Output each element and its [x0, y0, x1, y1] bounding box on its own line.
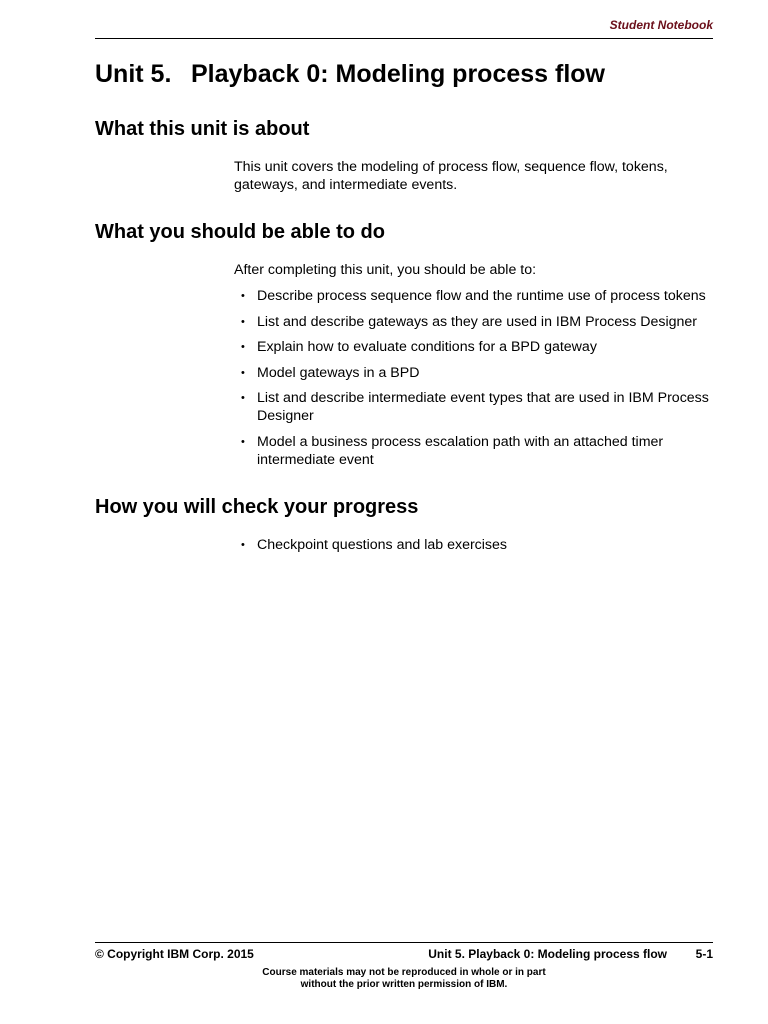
- footer-notice-line: without the prior written permission of IBM.: [300, 979, 508, 990]
- list-item: [234, 364, 714, 382]
- unit-number: Unit 5.: [95, 60, 172, 88]
- about-line: This unit covers the modeling of process flow, sequence flow, tokens,: [234, 159, 668, 175]
- objectives-intro: After completing this unit, you should be able to:: [234, 262, 537, 278]
- list-item-text: Model a business process escalation path with an attached timer: [257, 433, 664, 450]
- list-item-text: List and describe intermediate event types that are used in IBM Process: [257, 390, 709, 406]
- footer-rule: [95, 942, 713, 943]
- unit-name: Playback 0: Modeling process flow: [191, 60, 606, 88]
- bullet-icon: •: [241, 435, 245, 448]
- section-heading-objectives: What you should be able to do: [95, 221, 385, 243]
- bullet-icon: •: [241, 539, 245, 551]
- progress-list: [234, 536, 714, 562]
- list-item-text: Designer: [257, 408, 314, 424]
- footer-notice-line: Course materials may not be reproduced in whole or in part: [262, 967, 546, 978]
- header-rule: [95, 38, 713, 39]
- bullet-icon: •: [241, 366, 245, 379]
- unit-title: [95, 60, 605, 89]
- list-item-text: Checkpoint questions and lab exercises: [257, 537, 508, 553]
- list-item: [234, 389, 714, 425]
- list-item: [234, 287, 714, 305]
- list-item-text: Explain how to evaluate conditions for a BPD gateway: [257, 339, 597, 355]
- list-item: [234, 313, 714, 331]
- list-item-text: Model gateways in a BPD: [257, 364, 420, 381]
- bullet-icon: •: [241, 392, 245, 404]
- about-paragraph: [234, 158, 714, 194]
- header-label: Student Notebook: [609, 18, 713, 32]
- list-item: [234, 536, 714, 554]
- about-line: gateways, and intermediate events.: [234, 177, 458, 193]
- bullet-icon: •: [241, 290, 245, 302]
- list-item: [234, 433, 714, 469]
- list-item-text: intermediate event: [257, 451, 374, 468]
- list-item-text: List and describe gateways as they are used in IBM Process Designer: [257, 313, 698, 330]
- section-heading-about: What this unit is about: [95, 118, 310, 140]
- objectives-list: [234, 287, 714, 476]
- list-item: [234, 338, 714, 356]
- bullet-icon: •: [241, 341, 245, 353]
- footer-notice: [0, 967, 768, 991]
- footer-unit-title: Unit 5. Playback 0: Modeling process flow: [428, 947, 667, 961]
- footer-copyright: © Copyright IBM Corp. 2015: [95, 947, 254, 961]
- bullet-icon: •: [241, 315, 245, 328]
- list-item-text: Describe process sequence flow and the runtime use of process tokens: [257, 288, 706, 304]
- footer-page-number: 5-1: [695, 947, 713, 961]
- section-heading-progress: How you will check your progress: [95, 496, 419, 518]
